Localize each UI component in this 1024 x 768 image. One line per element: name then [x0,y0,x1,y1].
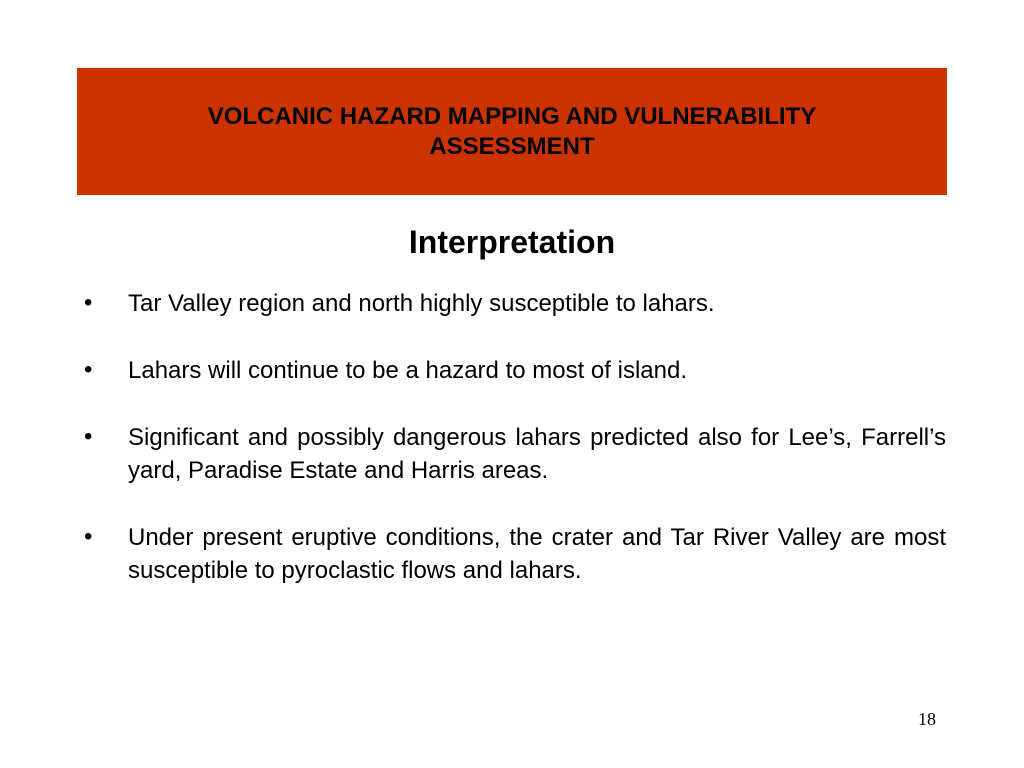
bullet-item [78,521,946,587]
bullet-list [78,287,946,621]
bullet-item [78,421,946,487]
title-banner [77,68,947,195]
page-number: 18 [918,709,936,729]
bullet-icon: • [84,289,93,316]
section-heading: Interpretation [408,224,616,260]
bullet-text: Under present eruptive conditions, the crater and Tar River Valley are most susceptible to pyroclastic flows and lahars. [128,524,946,584]
slide-title: VOLCANIC HAZARD MAPPING AND VULNERABILITY ASSESSMENT [207,102,817,160]
bullet-text: Lahars will continue to be a hazard to most of island. [128,357,687,384]
bullet-item [78,287,946,320]
bullet-icon: • [84,523,93,550]
bullet-text: Significant and possibly dangerous lahars predicted also for Lee’s, Farrell’s yard, Paradise Estate and Harris areas. [128,424,946,484]
bullet-icon: • [84,423,93,450]
bullet-icon: • [84,356,93,383]
bullet-text: Tar Valley region and north highly susceptible to lahars. [128,290,715,317]
bullet-item [78,354,946,387]
